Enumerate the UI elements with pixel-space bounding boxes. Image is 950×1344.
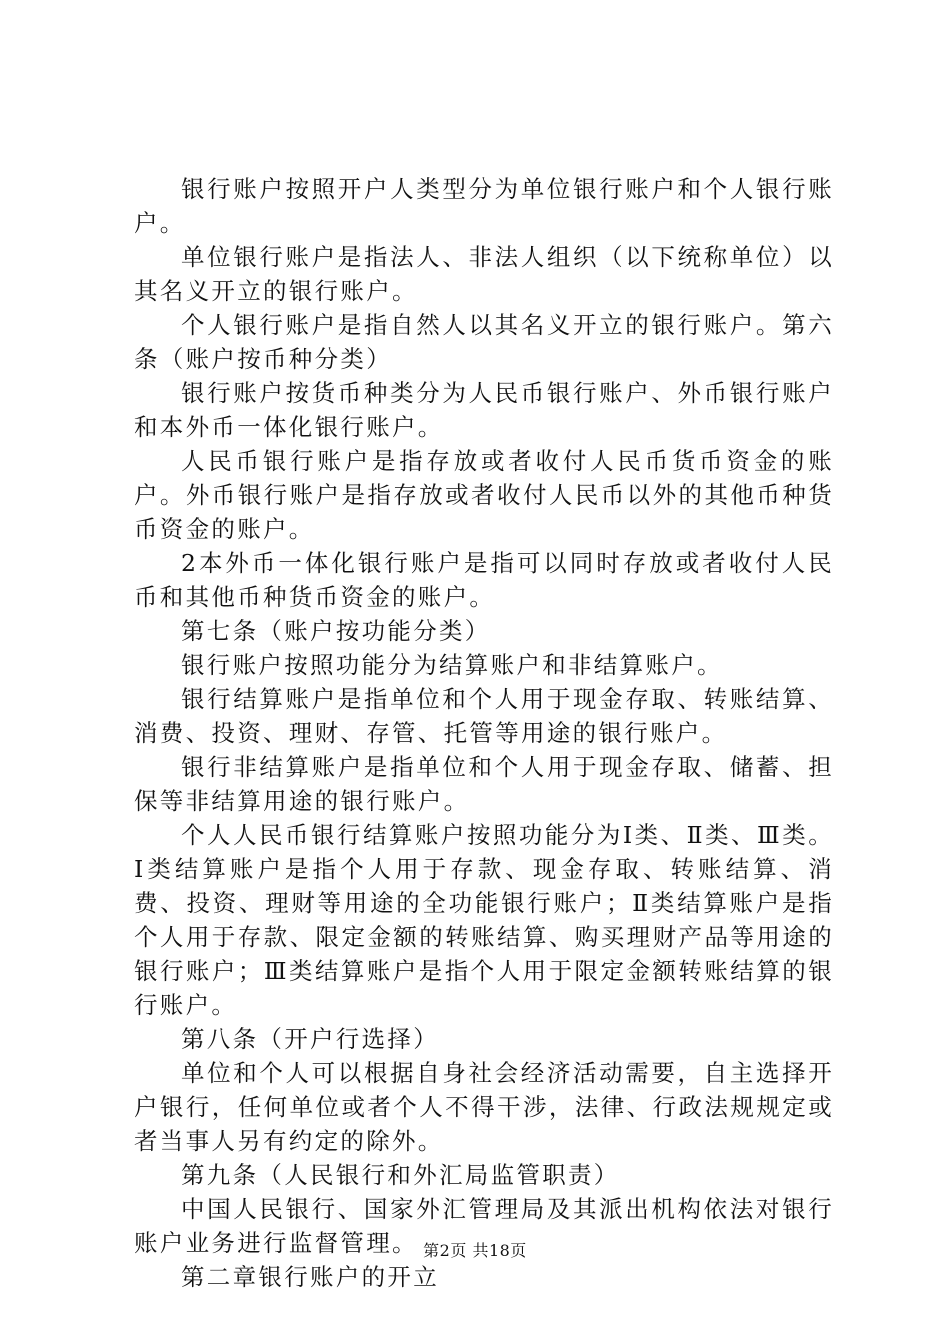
document-body [134, 172, 834, 1294]
paragraph: 个人人民币银行结算账户按照功能分为Ⅰ类、Ⅱ类、Ⅲ类。Ⅰ类结算账户是指个人用于存款、现金存取、转账结算、消费、投资、理财等用途的全功能银行账户；Ⅱ类结算账户是指个人用于存款、限定金额的转账结算、购买理财产品等用途的银行账户；Ⅲ类结算账户是指个人用于限定金额转账结算的银行账户。 [134, 821, 834, 1019]
page-number-label: 第2页 共18页 [423, 1241, 527, 1260]
section-heading: 第九条（人民银行和外汇局监管职责） [181, 1161, 620, 1189]
paragraph: 人民币银行账户是指存放或者收付人民币货币资金的账户。外币银行账户是指存放或者收付人民币以外的其他币种货币资金的账户。 [134, 447, 834, 543]
paragraph: 2本外币一体化银行账户是指可以同时存放或者收付人民币和其他币种货币资金的账户。 [134, 549, 834, 611]
paragraph: 银行账户按照功能分为结算账户和非结算账户。 [181, 651, 723, 679]
paragraph: 银行非结算账户是指单位和个人用于现金存取、储蓄、担保等非结算用途的银行账户。 [134, 753, 834, 815]
page-footer [0, 1240, 950, 1262]
paragraph: 中国人民银行、国家外汇管理局及其派出机构依法对银行账户业务进行监督管理。 [134, 1195, 834, 1257]
paragraph: 银行账户按照开户人类型分为单位银行账户和个人银行账户。 [134, 175, 834, 237]
chapter-heading: 第二章银行账户的开立 [181, 1263, 439, 1291]
paragraph: 个人银行账户是指自然人以其名义开立的银行账户。第六条（账户按币种分类） [134, 311, 834, 373]
paragraph: 单位和个人可以根据自身社会经济活动需要，自主选择开户银行，任何单位或者个人不得干涉，法律、行政法规规定或者当事人另有约定的除外。 [134, 1059, 834, 1155]
section-heading: 第七条（账户按功能分类） [181, 617, 491, 645]
paragraph: 银行结算账户是指单位和个人用于现金存取、转账结算、消费、投资、理财、存管、托管等用途的银行账户。 [134, 685, 834, 747]
paragraph: 单位银行账户是指法人、非法人组织（以下统称单位）以其名义开立的银行账户。 [134, 243, 834, 305]
paragraph: 银行账户按货币种类分为人民币银行账户、外币银行账户和本外币一体化银行账户。 [134, 379, 834, 441]
section-heading: 第八条（开户行选择） [181, 1025, 439, 1053]
